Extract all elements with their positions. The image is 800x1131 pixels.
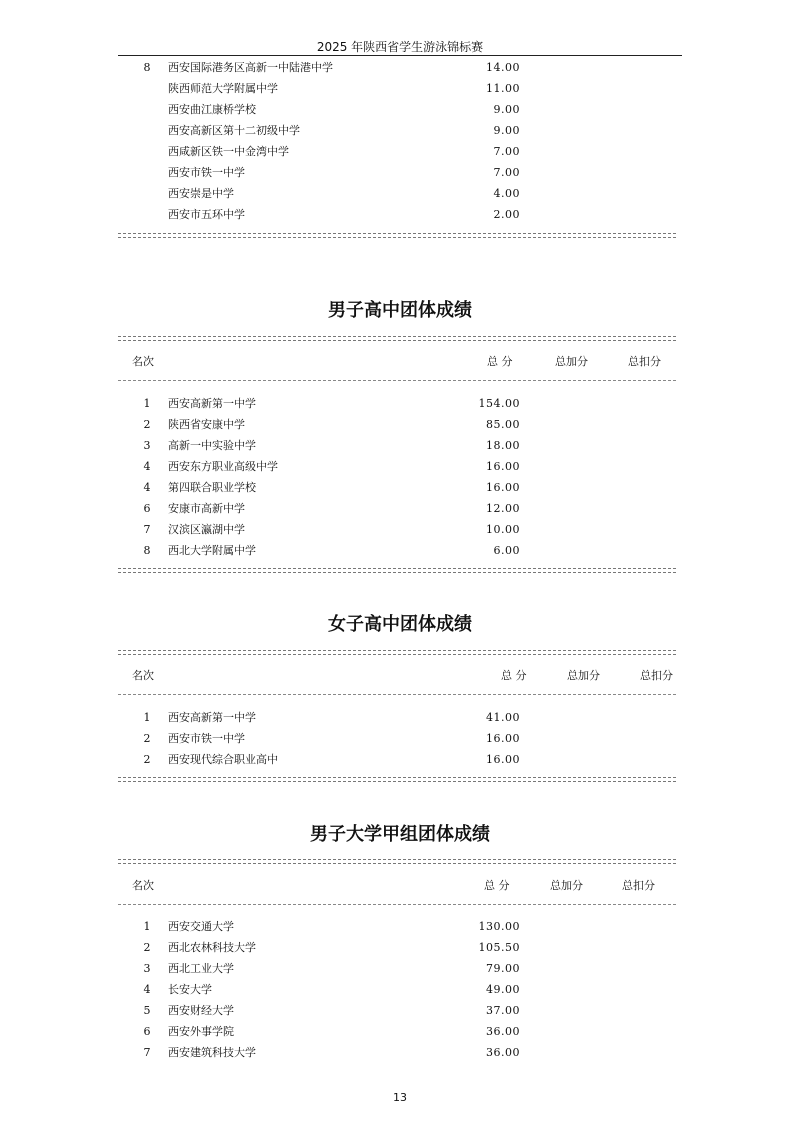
table-row: 5 西安财经大学 37.00 — [143, 1004, 520, 1017]
col-total: 总 分 — [487, 355, 513, 368]
table-row: 4 西安东方职业高级中学 16.00 — [143, 460, 520, 473]
section-title: 男子大学甲组团体成绩 — [310, 824, 490, 845]
page-number: 13 — [393, 1091, 407, 1104]
header-rule — [118, 55, 682, 56]
table-row: 7 汉滨区瀛湖中学 10.00 — [143, 523, 520, 536]
col-deduct: 总扣分 — [622, 879, 655, 892]
table-top-rule — [118, 336, 676, 341]
table-row: 3 西北工业大学 79.00 — [143, 962, 520, 975]
table-row: 6 西安外事学院 36.00 — [143, 1025, 520, 1038]
col-deduct: 总扣分 — [628, 355, 661, 368]
table-row: 西安市五环中学 2.00 — [168, 208, 520, 221]
col-rank: 名次 — [132, 879, 154, 892]
col-bonus: 总加分 — [555, 355, 588, 368]
table-row: 8 西安国际港务区高新一中陆港中学 14.00 — [143, 61, 520, 74]
table-row: 2 西安市铁一中学 16.00 — [143, 732, 520, 745]
header-rule — [118, 380, 676, 381]
table-end-rule — [118, 777, 676, 782]
table-row: 6 安康市高新中学 12.00 — [143, 502, 520, 515]
table-top-rule — [118, 859, 676, 864]
table-top-rule — [118, 650, 676, 655]
col-deduct: 总扣分 — [640, 669, 673, 682]
table-row: 1 西安交通大学 130.00 — [143, 920, 520, 933]
table-row: 西安崇是中学 4.00 — [168, 187, 520, 200]
header-rule — [118, 904, 676, 905]
running-header: 2025 年陕西省学生游泳锦标赛 — [316, 40, 484, 54]
col-bonus: 总加分 — [550, 879, 583, 892]
section-title: 女子高中团体成绩 — [328, 614, 472, 635]
table-row: 4 长安大学 49.00 — [143, 983, 520, 996]
table-row: 陕西师范大学附属中学 11.00 — [168, 82, 520, 95]
table-row: 2 陕西省安康中学 85.00 — [143, 418, 520, 431]
table-row: 1 西安高新第一中学 154.00 — [143, 397, 520, 410]
table-row: 8 西北大学附属中学 6.00 — [143, 544, 520, 557]
table-row: 7 西安建筑科技大学 36.00 — [143, 1046, 520, 1059]
table-row: 1 西安高新第一中学 41.00 — [143, 711, 520, 724]
table-row: 2 西北农林科技大学 105.50 — [143, 941, 520, 954]
col-bonus: 总加分 — [567, 669, 600, 682]
table-end-rule — [118, 568, 676, 573]
section-title: 男子高中团体成绩 — [328, 300, 472, 321]
table-row: 西安市铁一中学 7.00 — [168, 166, 520, 179]
table-row: 2 西安现代综合职业高中 16.00 — [143, 753, 520, 766]
col-total: 总 分 — [501, 669, 527, 682]
table-row: 3 高新一中实验中学 18.00 — [143, 439, 520, 452]
table-row: 4 第四联合职业学校 16.00 — [143, 481, 520, 494]
table-row: 西安高新区第十二初级中学 9.00 — [168, 124, 520, 137]
header-rule — [118, 694, 676, 695]
table-row: 西安曲江康桥学校 9.00 — [168, 103, 520, 116]
col-rank: 名次 — [132, 355, 154, 368]
table-row: 西咸新区铁一中金湾中学 7.00 — [168, 145, 520, 158]
table-end-rule — [118, 233, 676, 238]
col-total: 总 分 — [484, 879, 510, 892]
col-rank: 名次 — [132, 669, 154, 682]
